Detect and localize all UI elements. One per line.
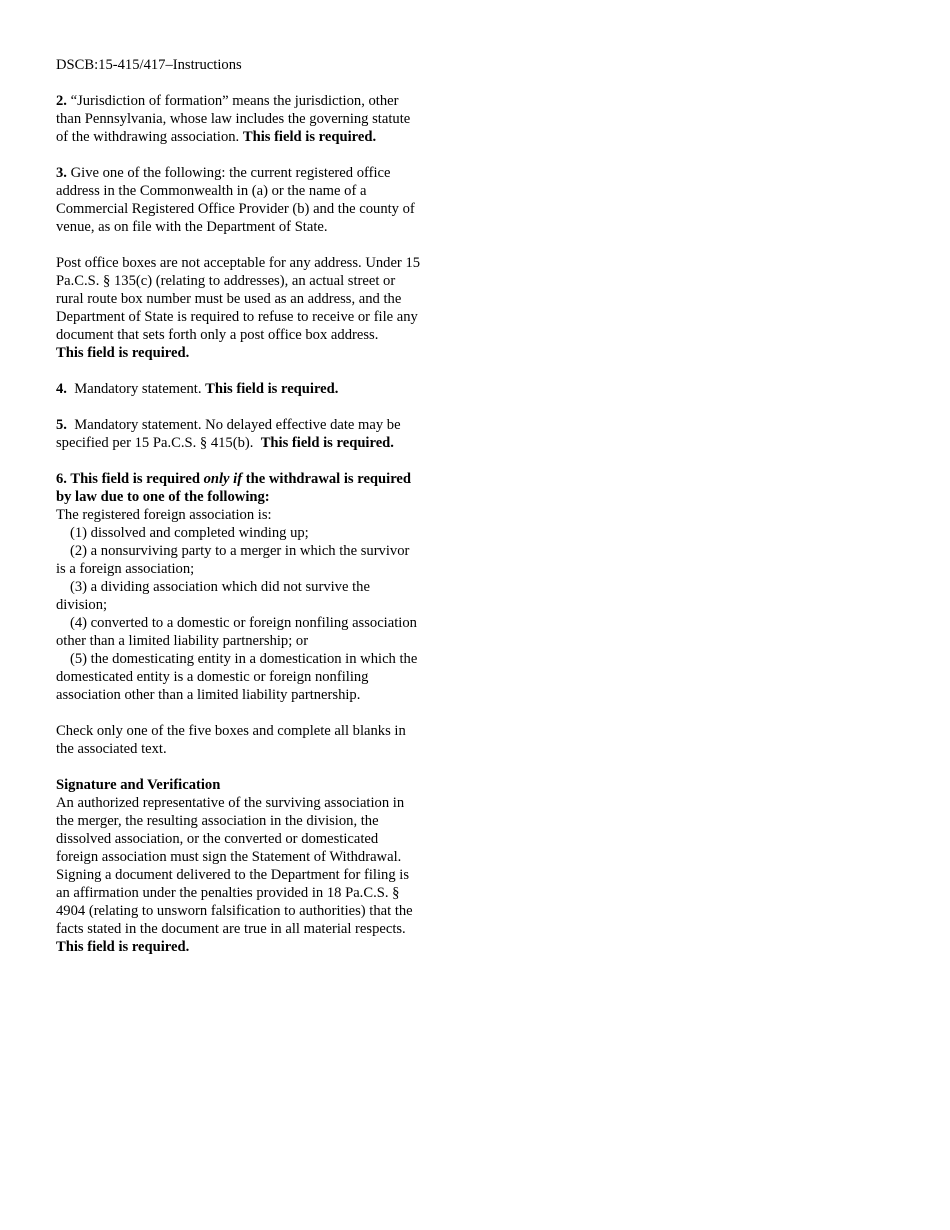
section-title: Signature and Verification xyxy=(56,777,221,793)
text: Department of State is required to refuse to receive or file any xyxy=(56,309,418,325)
option-4: (4) converted to a domestic or foreign nonfiling association xyxy=(70,615,417,631)
option-5: (5) the domesticating entity in a domestication in which the xyxy=(70,651,418,667)
option-3-cont: division; xyxy=(56,597,108,613)
item-number: 4. xyxy=(56,381,67,397)
required-note: This field is required. xyxy=(242,129,377,145)
text: foreign association must sign the Statement of Withdrawal. xyxy=(56,849,402,865)
option-5-cont: domesticated entity is a domestic or foreign nonfiling xyxy=(56,669,369,685)
po-box-note xyxy=(56,254,456,362)
text: Mandatory statement. No delayed effective date may be xyxy=(66,417,401,433)
text: “Jurisdiction of formation” means the jurisdiction, other xyxy=(66,93,399,109)
item-number: 2. xyxy=(56,93,67,109)
item-3-registered-office xyxy=(56,164,456,236)
text: Mandatory statement. xyxy=(66,381,206,397)
instructions-page xyxy=(56,56,456,974)
text: the merger, the resulting association in the division, the xyxy=(56,813,379,829)
text: the associated text. xyxy=(56,741,167,757)
text: document that sets forth only a post office box address. xyxy=(56,327,379,343)
item-6-withdrawal-reason xyxy=(56,470,456,704)
text: Check only one of the five boxes and complete all blanks in xyxy=(56,723,406,739)
text: rural route box number must be used as an address, and the xyxy=(56,291,402,307)
required-note: This field is required. xyxy=(205,381,339,397)
required-note: This field is required. xyxy=(56,345,190,361)
item-4-mandatory xyxy=(56,380,456,398)
option-3: (3) a dividing association which did not survive the xyxy=(70,579,370,595)
item-2-jurisdiction xyxy=(56,92,456,146)
text: Commercial Registered Office Provider (b) and the county of xyxy=(56,201,415,217)
form-code-header: DSCB:15-415/417–Instructions xyxy=(56,57,242,73)
text: Signing a document delivered to the Department for filing is xyxy=(56,867,410,883)
item-number: 5. xyxy=(56,417,67,433)
option-2: (2) a nonsurviving party to a merger in which the survivor xyxy=(70,543,410,559)
text: than Pennsylvania, whose law includes the governing statute xyxy=(56,111,411,127)
required-note: This field is required. xyxy=(56,939,190,955)
option-4-cont: other than a limited liability partnership; or xyxy=(56,633,309,649)
check-instruction xyxy=(56,722,456,758)
text: specified per 15 Pa.C.S. § 415(b). xyxy=(56,435,261,451)
text: An authorized representative of the surviving association in xyxy=(56,795,405,811)
item-6-heading: 6. This field is required only if the withdrawal is required xyxy=(56,471,412,487)
text: 4904 (relating to unsworn falsification to authorities) that the xyxy=(56,903,413,919)
signature-section xyxy=(56,776,456,956)
text: venue, as on file with the Department of State. xyxy=(56,219,328,235)
required-note: This field is required. xyxy=(260,435,394,451)
text: address in the Commonwealth in (a) or the name of a xyxy=(56,183,367,199)
text: of the withdrawing association. xyxy=(56,129,243,145)
item-5-mandatory xyxy=(56,416,456,452)
option-2-cont: is a foreign association; xyxy=(56,561,195,577)
text: Post office boxes are not acceptable for any address. Under 15 xyxy=(56,255,421,271)
text: facts stated in the document are true in all material respects. xyxy=(56,921,406,937)
text: an affirmation under the penalties provided in 18 Pa.C.S. § xyxy=(56,885,400,901)
item-number: 3. xyxy=(56,165,67,181)
option-5-cont: association other than a limited liability partnership. xyxy=(56,687,361,703)
intro-text: The registered foreign association is: xyxy=(56,507,272,523)
item-6-heading-cont: by law due to one of the following: xyxy=(56,489,270,505)
text: dissolved association, or the converted or domesticated xyxy=(56,831,379,847)
text: Pa.C.S. § 135(c) (relating to addresses), an actual street or xyxy=(56,273,396,289)
option-1: (1) dissolved and completed winding up; xyxy=(70,525,309,541)
text: Give one of the following: the current registered office xyxy=(66,165,391,181)
